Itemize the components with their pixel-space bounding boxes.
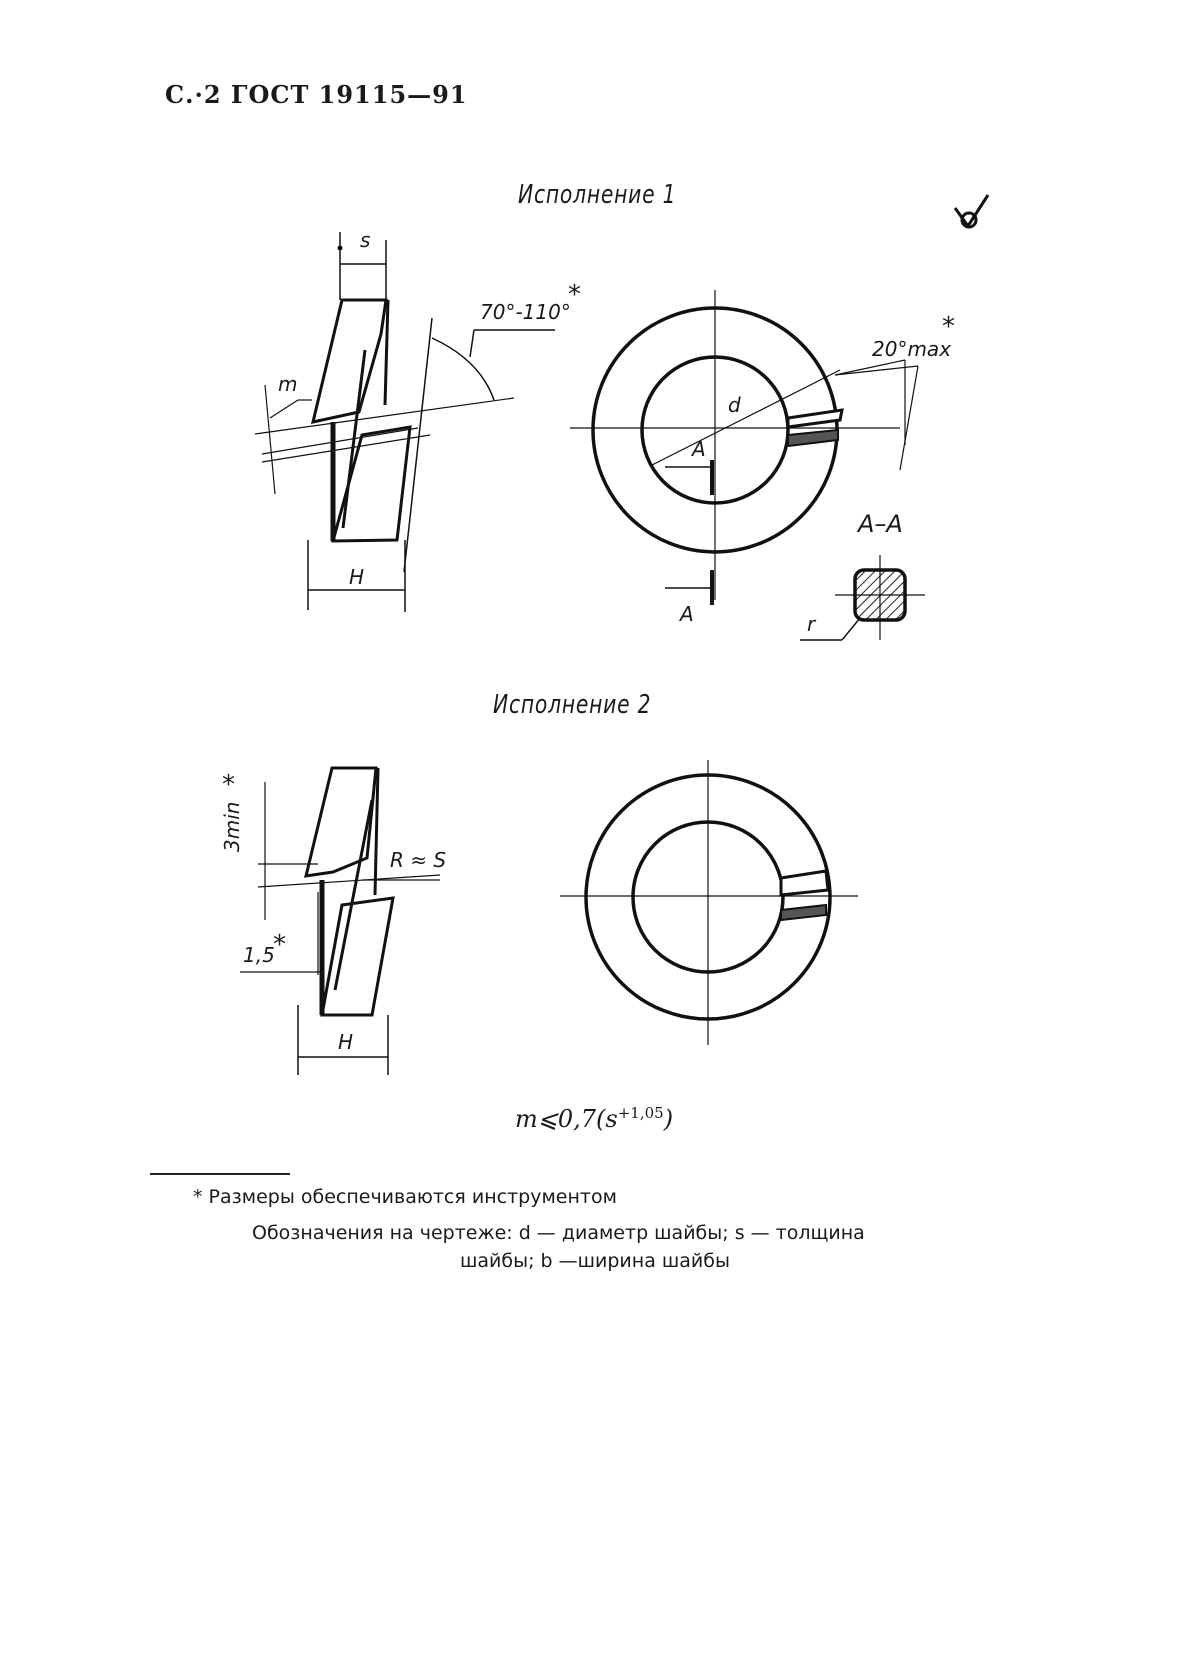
label-1-5: 1,5 bbox=[243, 943, 275, 967]
formula-superscript: +1,05 bbox=[617, 1104, 664, 1122]
footnote-divider bbox=[150, 1173, 290, 1175]
label-a-top: A bbox=[692, 437, 706, 461]
notation-line-1: Обозначения на чертеже: d — диаметр шайбы; s — толщина bbox=[252, 1222, 865, 1244]
label-section-a-a: A–A bbox=[858, 510, 903, 538]
variant-2-title: Исполнение 2 bbox=[493, 690, 652, 720]
label-r: r bbox=[807, 612, 816, 636]
label-star-4: * bbox=[273, 930, 286, 960]
label-m: m bbox=[278, 372, 298, 396]
washer-side-view-2 bbox=[240, 768, 440, 1075]
notation-line-2: шайбы; b —ширина шайбы bbox=[460, 1250, 730, 1272]
page-header: С.·2 ГОСТ 19115—91 bbox=[165, 80, 468, 109]
variant-1-title: Исполнение 1 bbox=[518, 180, 677, 210]
washer-front-view-1 bbox=[570, 290, 918, 605]
footnote-text: * Размеры обеспечиваются инструментом bbox=[193, 1186, 617, 1208]
roughness-mark-icon bbox=[955, 195, 988, 227]
label-a-bottom: A bbox=[680, 602, 694, 626]
section-a-a bbox=[800, 555, 925, 640]
label-h-2: H bbox=[338, 1030, 354, 1054]
label-r-approx-s: R ≈ S bbox=[390, 848, 447, 872]
label-s: s bbox=[360, 228, 371, 252]
formula-m bbox=[515, 1104, 673, 1133]
label-star-3: * bbox=[222, 770, 235, 800]
label-d: d bbox=[728, 393, 741, 417]
label-h-1: H bbox=[349, 565, 365, 589]
washer-front-view-2 bbox=[560, 760, 858, 1045]
formula-main: m⩽0,7(s bbox=[515, 1105, 618, 1133]
label-angle-70-110: 70°-110° bbox=[480, 300, 571, 324]
washer-side-view-1 bbox=[255, 232, 555, 612]
label-star-1: * bbox=[568, 280, 581, 310]
label-angle-20-max: 20°max bbox=[872, 337, 952, 361]
label-star-2: * bbox=[942, 312, 955, 342]
formula-close: ) bbox=[663, 1105, 674, 1133]
label-3-min: 3min bbox=[220, 801, 244, 852]
